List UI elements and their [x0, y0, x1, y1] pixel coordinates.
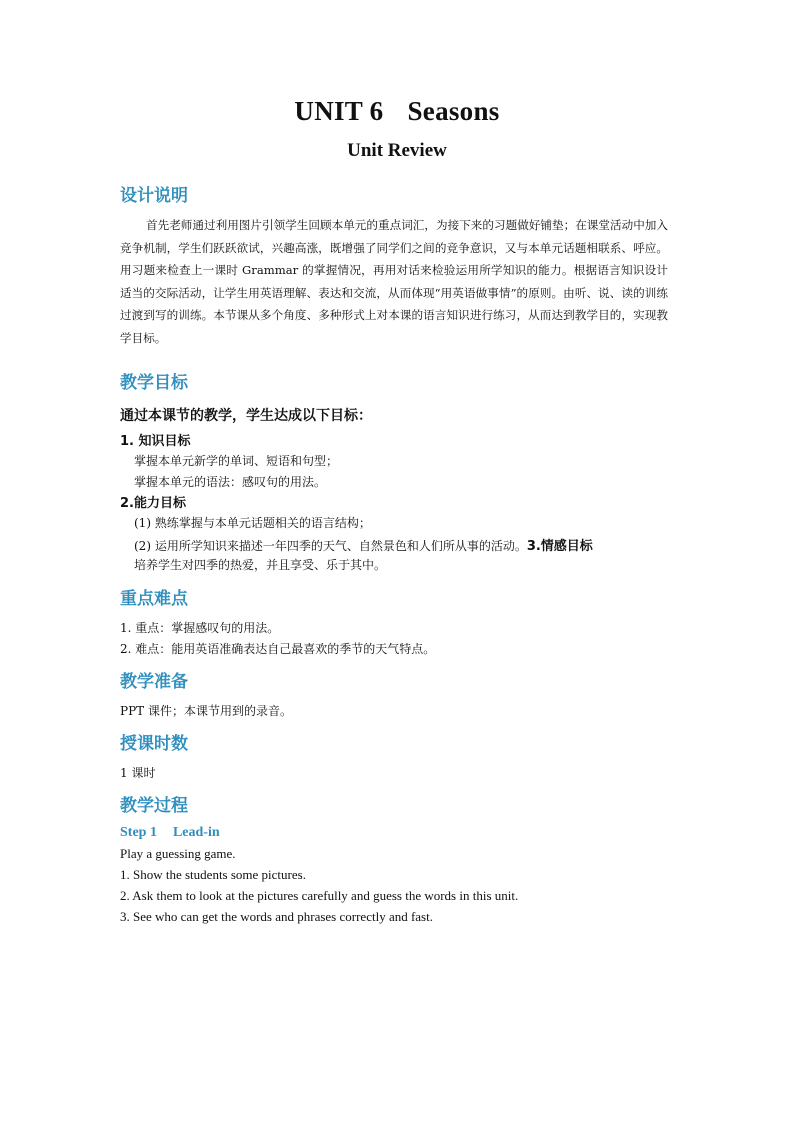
process-line: Play a guessing game.: [120, 846, 236, 861]
process-line: 2. Ask them to look at the pictures carefully and guess the words in this unit.: [120, 888, 519, 903]
emotion-title: 3.情感目标: [526, 539, 593, 554]
knowledge-item: 掌握本单元新学的单词、短语和句型；: [134, 454, 339, 468]
key-points-heading: 重点难点: [120, 589, 188, 609]
ability-title: 2.能力目标: [120, 496, 186, 511]
preparation-heading: 教学准备: [120, 672, 188, 692]
key-point-item: 1. 重点：掌握感叹句的用法。: [120, 621, 280, 635]
design-body: 首先老师通过利用图片引领学生回顾本单元的重点词汇，为接下来的习题做好铺垫；在课堂活动中加入竞争机制，学生们跃跃欲试，兴趣高涨，既增强了同学们之间的竞争意识，又与本单元话题相联系、呼应。用习题来检查上一课时 Grammar 的掌握情况，再用对话来检验运用所学知识的能力。根据语言知识设计适当的交际活动，让学生用英语理解、表达和交流，从而体现“用英语做事情”的原则。由听、说、读的训练过渡到写的训练。本节课从多个角度、多种形式上对本课的语言知识进行练习，从而达到教学目的，实现教学目标。: [120, 218, 668, 345]
preparation-text: PPT 课件；本课节用到的录音。: [120, 704, 292, 718]
knowledge-title: 1. 知识目标: [120, 434, 191, 449]
knowledge-item: 掌握本单元的语法：感叹句的用法。: [134, 475, 327, 489]
design-paragraph: [120, 214, 668, 349]
step-label: Step 1: [120, 825, 157, 840]
step-title: [120, 825, 220, 841]
process-heading: 教学过程: [120, 796, 188, 816]
hours-heading: 授课时数: [120, 734, 188, 754]
unit-topic: Seasons: [407, 96, 500, 126]
ability-item: (2) 运用所学知识来描述一年四季的天气、自然景色和人们所从事的活动。: [134, 539, 527, 553]
key-point-item: 2. 难点：能用英语准确表达自己最喜欢的季节的天气特点。: [120, 642, 436, 656]
document-subtitle: Unit Review: [347, 140, 447, 161]
emotion-item: 培养学生对四季的热爱，并且享受、乐于其中。: [134, 558, 387, 572]
document-title: [0, 96, 794, 127]
hours-text: 1 课时: [120, 766, 156, 780]
ability-item-row: [134, 535, 593, 554]
design-heading: 设计说明: [120, 186, 188, 206]
objectives-intro: 通过本课节的教学，学生达成以下目标：: [120, 408, 372, 424]
ability-item: (1) 熟练掌握与本单元话题相关的语言结构；: [134, 516, 371, 530]
process-line: 1. Show the students some pictures.: [120, 867, 306, 882]
step-name: Lead-in: [172, 825, 220, 840]
unit-number: UNIT 6: [294, 96, 384, 126]
process-line: 3. See who can get the words and phrases correctly and fast.: [120, 909, 433, 924]
objectives-heading: 教学目标: [120, 373, 188, 393]
